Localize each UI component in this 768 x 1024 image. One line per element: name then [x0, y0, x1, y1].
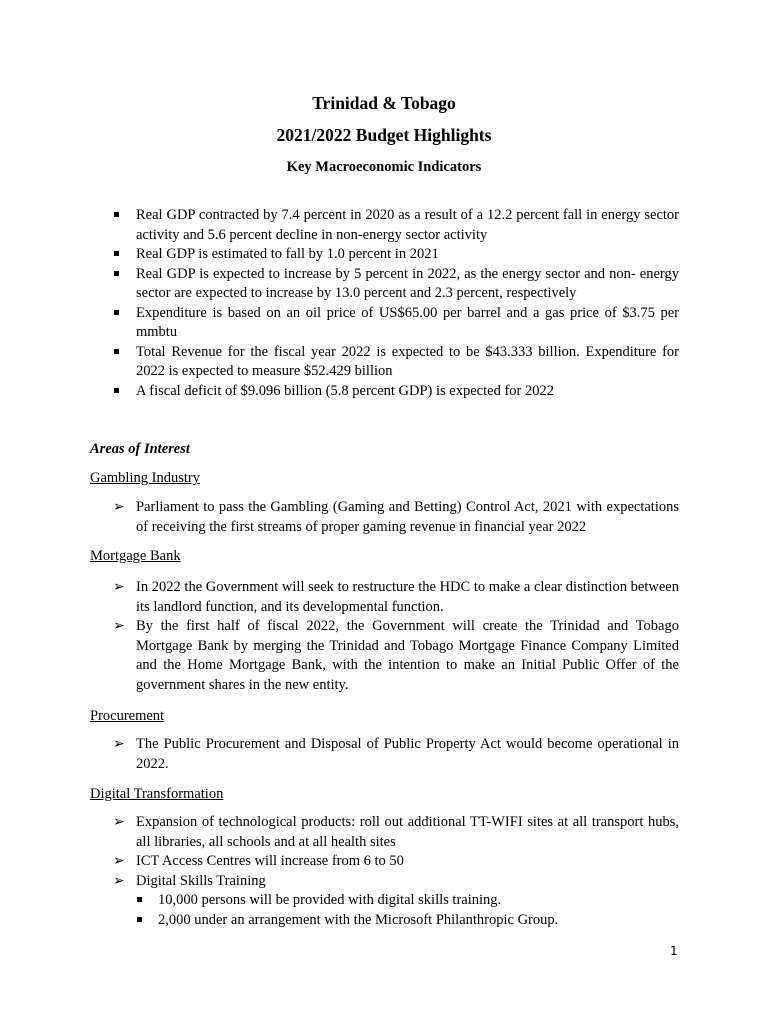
mortgage-list [0, 578, 768, 695]
digital-heading: Digital Transformation [90, 786, 224, 802]
arrow-bullet-icon: ➢ [113, 737, 125, 752]
square-bullet-icon [114, 310, 119, 315]
gambling-list [0, 498, 768, 537]
digital-sub-list [0, 891, 768, 930]
square-bullet-icon [114, 349, 119, 354]
mortgage-heading: Mortgage Bank [90, 548, 181, 564]
areas-of-interest-heading: Areas of Interest [90, 441, 190, 457]
square-bullet-icon [114, 271, 119, 276]
arrow-bullet-icon: ➢ [113, 815, 125, 830]
square-bullet-icon [137, 917, 142, 922]
digital-list [0, 813, 768, 891]
list-item: Total Revenue for the fiscal year 2022 is expected to be $43.333 billion. Expenditure for 2022 is expected to measure $52.429 billion [0, 343, 679, 382]
document-title: Trinidad & Tobago [312, 93, 456, 113]
page-number: 1 [670, 944, 678, 958]
arrow-bullet-icon: ➢ [113, 873, 125, 889]
list-item: Real GDP contracted by 7.4 percent in 2020 as a result of a 12.2 percent fall in energy sector activity and 5.6 percent decline in non-energy sector activity [0, 206, 679, 245]
list-item: ➢ Parliament to pass the Gambling (Gaming and Betting) Control Act, 2021 with expectations of receiving the first streams of proper gaming revenue in financial year 2022 [113, 499, 679, 535]
list-item: A fiscal deficit of $9.096 billion (5.8 percent GDP) is expected for 2022 [0, 382, 679, 402]
arrow-bullet-icon: ➢ [113, 500, 125, 515]
gambling-heading: Gambling Industry [90, 470, 200, 486]
square-bullet-icon [137, 897, 142, 902]
list-item: 10,000 persons will be provided with digital skills training. [0, 891, 678, 911]
arrow-bullet-icon: ➢ [113, 619, 125, 634]
square-bullet-icon [114, 212, 119, 217]
list-item: Real GDP is estimated to fall by 1.0 percent in 2021 [0, 245, 679, 265]
list-item: ➢ The Public Procurement and Disposal of Public Property Act would become operational in 2022. [113, 736, 679, 772]
arrow-bullet-icon: ➢ [113, 854, 125, 869]
procurement-heading: Procurement [90, 708, 165, 724]
list-item: ➢ Digital Skills Training [0, 872, 679, 892]
square-bullet-icon [114, 388, 119, 393]
section-heading: Key Macroeconomic Indicators [286, 159, 482, 175]
list-item: ➢ By the first half of fiscal 2022, the Government will create the Trinidad and Tobago Mortgage Bank by merging the Trinidad and Tobago Mortgage Finance Company Limited and the Home Mortgage Bank, with the intention to make an Initial Public Offer of the government shares in the new entity. [113, 618, 679, 693]
procurement-list [0, 735, 768, 774]
list-item: Expenditure is based on an oil price of US$65.00 per barrel and a gas price of $3.75 per mmbtu [0, 304, 679, 343]
list-item: ➢ Expansion of technological products: roll out additional TT-WIFI sites at all transport hubs, all libraries, all schools and at all health sites [113, 814, 679, 850]
list-item: 2,000 under an arrangement with the Microsoft Philanthropic Group. [0, 911, 678, 931]
arrow-bullet-icon: ➢ [113, 580, 125, 595]
list-item: ➢ In 2022 the Government will seek to restructure the HDC to make a clear distinction between its landlord function, and its developmental function. [113, 579, 679, 615]
list-item: ➢ ICT Access Centres will increase from 6 to 50 [0, 852, 679, 872]
document-subtitle: 2021/2022 Budget Highlights [276, 125, 492, 145]
square-bullet-icon [114, 251, 119, 256]
list-item: Real GDP is expected to increase by 5 percent in 2022, as the energy sector and non- energy sector are expected to increase by 13.0 percent and 2.3 percent, respectively [0, 265, 679, 304]
indicator-list [0, 206, 768, 401]
